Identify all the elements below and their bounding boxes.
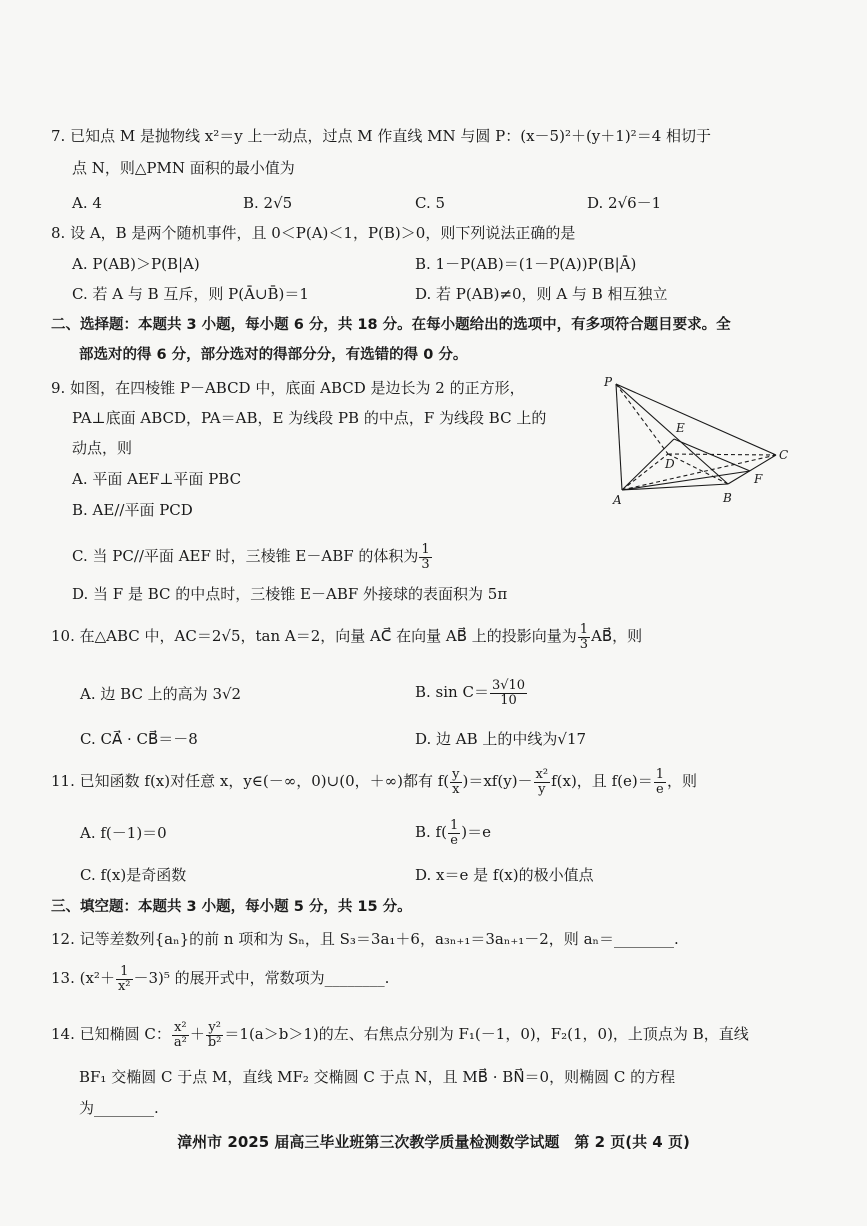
q9-line1: 9. 如图，在四棱锥 P－ABCD 中，底面 ABCD 是边长为 2 的正方形，: [51, 379, 525, 397]
q14-line1: 14. 已知椭圆 C： $\frac{\text{x²}}{\text{a²}}$ ＋ $\frac{\text{y²}}{\text{b²}}$ ＝1(a＞b＞1)的左、右焦点分别为 F₁(－1，0)，F₂(1，0)，上顶点为 B，直线: [51, 1019, 749, 1050]
q8-option-b: B. 1－P(AB)＝(1－P(A))P(B|Ā): [415, 255, 637, 273]
label-B: B: [723, 491, 732, 505]
q8-stem: 8. 设 A，B 是两个随机事件，且 0＜P(A)＜1，P(B)＞0，则下列说法正确的是: [51, 224, 576, 242]
q7-line1: 7. 已知点 M 是抛物线 x²＝y 上一动点，过点 M 作直线 MN 与圆 P：(x－5)²＋(y＋1)²＝4 相切于: [51, 127, 712, 145]
edge-PC: [616, 384, 776, 455]
q9-option-c: C. 当 PC//平面 AEF 时，三棱锥 E－ABF 的体积为 $\frac{1}{3}$: [72, 541, 430, 572]
q11-option-d: D. x＝e 是 f(x)的极小值点: [415, 866, 594, 884]
q9-option-a: A. 平面 AEF⊥平面 PBC: [72, 470, 242, 488]
edge-DC: [668, 454, 776, 455]
section-2-heading-cont: 部选对的得 6 分，部分选对的得部分分，有选错的得 0 分。: [79, 347, 468, 363]
q9-line2: PA⊥底面 ABCD，PA＝AB，E 为线段 PB 的中点，F 为线段 BC 上的: [72, 409, 547, 427]
label-P: P: [604, 375, 613, 389]
q12: 12. 记等差数列{aₙ}的前 n 项和为 Sₙ，且 S₃＝3a₁＋6，a₃ₙ₊₁＝3aₙ₊₁－2，则 aₙ＝________.: [51, 930, 679, 948]
q9-option-d: D. 当 F 是 BC 的中点时，三棱锥 E－ABF 外接球的表面积为 5π: [72, 585, 508, 603]
q7-option-d: D. 2√6－1: [587, 194, 662, 212]
q7-option-a: A. 4: [72, 194, 102, 212]
q10-option-a: A. 边 BC 上的高为 3√2: [80, 685, 242, 703]
q7-line2: 点 N，则△PMN 面积的最小值为: [72, 159, 295, 177]
q10-option-b: B. sin C＝ $\frac{3√10}{10}$: [415, 677, 526, 708]
edge-BC: [728, 455, 776, 484]
q11-option-a: A. f(－1)＝0: [80, 824, 167, 842]
label-C: C: [779, 448, 789, 462]
edge-PA: [616, 384, 622, 490]
section-2-heading: 二、选择题：本题共 3 小题，每小题 6 分，共 18 分。在每小题给出的选项中，有多项符合题目要求。全: [51, 317, 731, 333]
label-D: D: [665, 457, 675, 471]
q9-option-b: B. AE//平面 PCD: [72, 501, 193, 519]
q8-option-d: D. 若 P(AB)≠0，则 A 与 B 相互独立: [415, 285, 668, 303]
q11-option-b: B. f( $\frac{1}{e}$ )＝e: [415, 817, 491, 848]
q14-line2: BF₁ 交椭圆 C 于点 M，直线 MF₂ 交椭圆 C 于点 N，且 MB⃗ · BN⃗＝0，则椭圆 C 的方程: [79, 1068, 676, 1086]
q9-fraction: $\frac{1}{3}$: [421, 541, 430, 572]
label-A: A: [613, 493, 622, 507]
q10-stem: 10. 在△ABC 中，AC＝2√5，tan A＝2，向量 AC⃗ 在向量 AB⃗ 上的投影向量为 $\frac{1}{3}$ AB⃗，则: [51, 621, 643, 652]
q9-line3: 动点，则: [72, 439, 133, 457]
pyramid-figure: [598, 372, 798, 512]
q10-option-c: C. CA⃗ · CB⃗＝－8: [80, 730, 198, 748]
q8-option-c: C. 若 A 与 B 互斥，则 P(Ā∪B̄)＝1: [72, 285, 309, 303]
q14-line3: 为________.: [79, 1099, 159, 1117]
q10-option-d: D. 边 AB 上的中线为√17: [415, 730, 587, 748]
q13: 13. (x²＋ $\frac{1}{\text{x²}}$ －3)⁵ 的展开式中，常数项为________.: [51, 963, 390, 994]
q8-option-a: A. P(AB)＞P(B|A): [72, 255, 200, 273]
q7-option-b: B. 2√5: [243, 194, 293, 212]
edge-PD: [616, 384, 668, 454]
q7-option-c: C. 5: [415, 194, 446, 212]
label-E: E: [676, 421, 685, 435]
segment-AF: [622, 471, 750, 490]
section-3-heading: 三、填空题：本题共 3 小题，每小题 5 分，共 15 分。: [51, 899, 412, 915]
page-footer: 漳州市 2025 届高三毕业班第三次教学质量检测数学试题 第 2 页(共 4 页): [177, 1133, 690, 1151]
q11-stem: 11. 已知函数 f(x)对任意 x，y∈(－∞，0)∪(0，＋∞)都有 f( $\frac{y}{x}$ )＝xf(y)－ $\frac{\text{x²}}{y}$ f(x)，且 f(e)＝ $\frac{1}{e}$ ，则: [51, 766, 698, 797]
label-F: F: [754, 472, 763, 486]
q11-option-c: C. f(x)是奇函数: [80, 866, 187, 884]
edge-AB: [622, 484, 728, 490]
